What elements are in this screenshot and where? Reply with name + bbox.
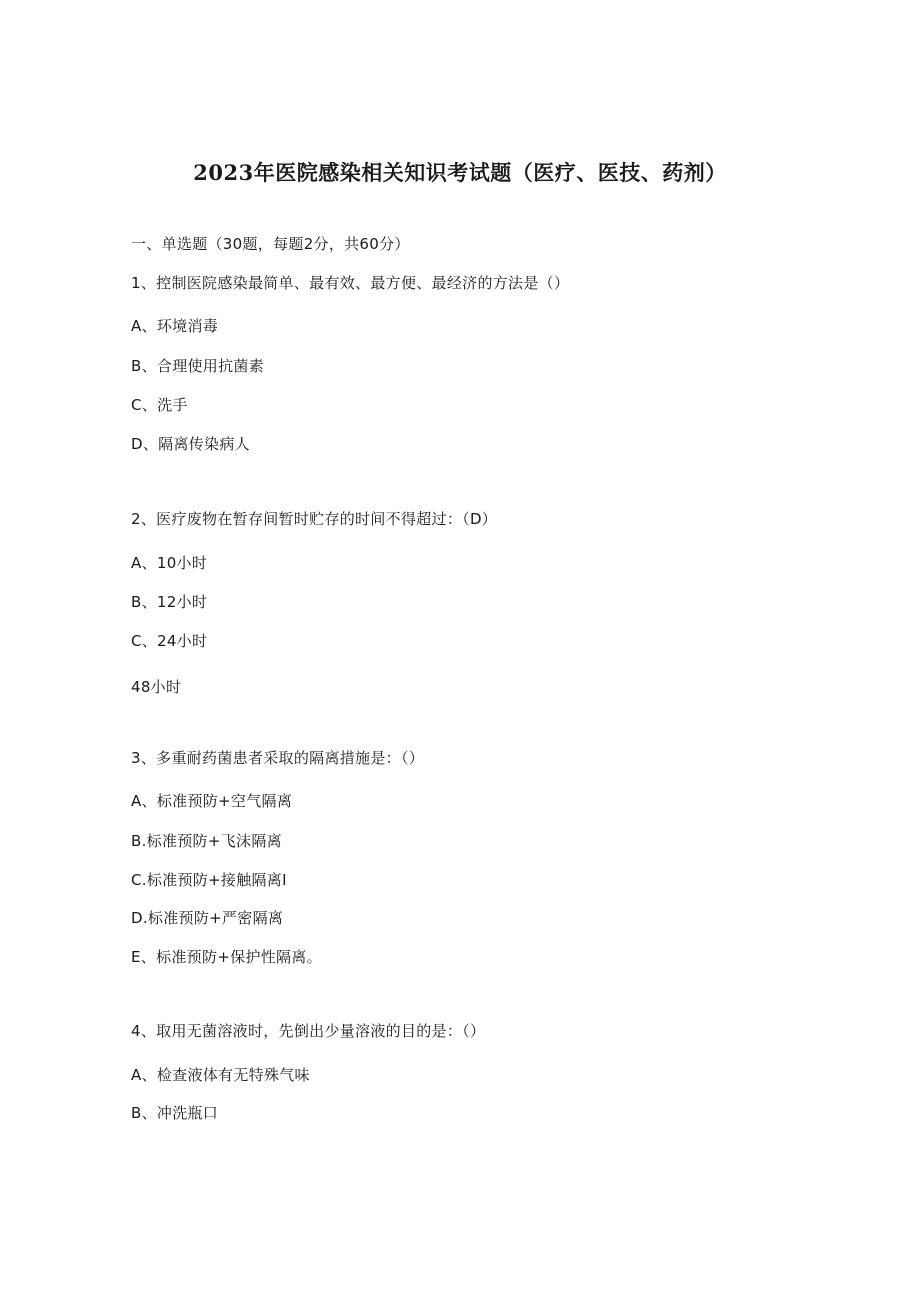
question-1-option-b: B、合理使用抗菌素 [131, 357, 264, 375]
question-2-option-d: 48小时 [131, 678, 182, 696]
document-title: 2023年医院感染相关知识考试题（医疗、医技、药剂） [193, 160, 727, 185]
question-1-option-d: D、隔离传染病人 [131, 435, 250, 453]
question-3-option-e: E、标准预防+保护性隔离。 [131, 948, 322, 966]
question-3-option-d: D.标准预防+严密隔离 [131, 909, 284, 927]
question-2-option-c: C、24小时 [131, 632, 208, 650]
question-4-option-a: A、检查液体有无特殊气味 [131, 1066, 310, 1084]
question-2-option-b: B、12小时 [131, 593, 208, 611]
question-1-text: 1、控制医院感染最简单、最有效、最方便、最经济的方法是（） [131, 274, 570, 292]
question-3-option-b: B.标准预防+飞沫隔离 [131, 832, 282, 850]
question-3-option-a: A、标准预防+空气隔离 [131, 792, 293, 810]
section-heading: 一、单选题（30题，每题2分，共60分） [131, 235, 410, 253]
question-4-option-b: B、冲洗瓶口 [131, 1104, 219, 1122]
question-2-option-a: A、10小时 [131, 554, 208, 572]
question-3-option-c: C.标准预防+接触隔离I [131, 871, 287, 889]
question-1-option-c: C、洗手 [131, 396, 188, 414]
question-2-text: 2、医疗废物在暂存间暂时贮存的时间不得超过：（D） [131, 510, 498, 528]
question-1-option-a: A、环境消毒 [131, 317, 219, 335]
question-3-text: 3、多重耐药菌患者采取的隔离措施是：（） [131, 749, 425, 767]
question-4-text: 4、取用无菌溶液时，先倒出少量溶液的目的是：（） [131, 1022, 486, 1040]
